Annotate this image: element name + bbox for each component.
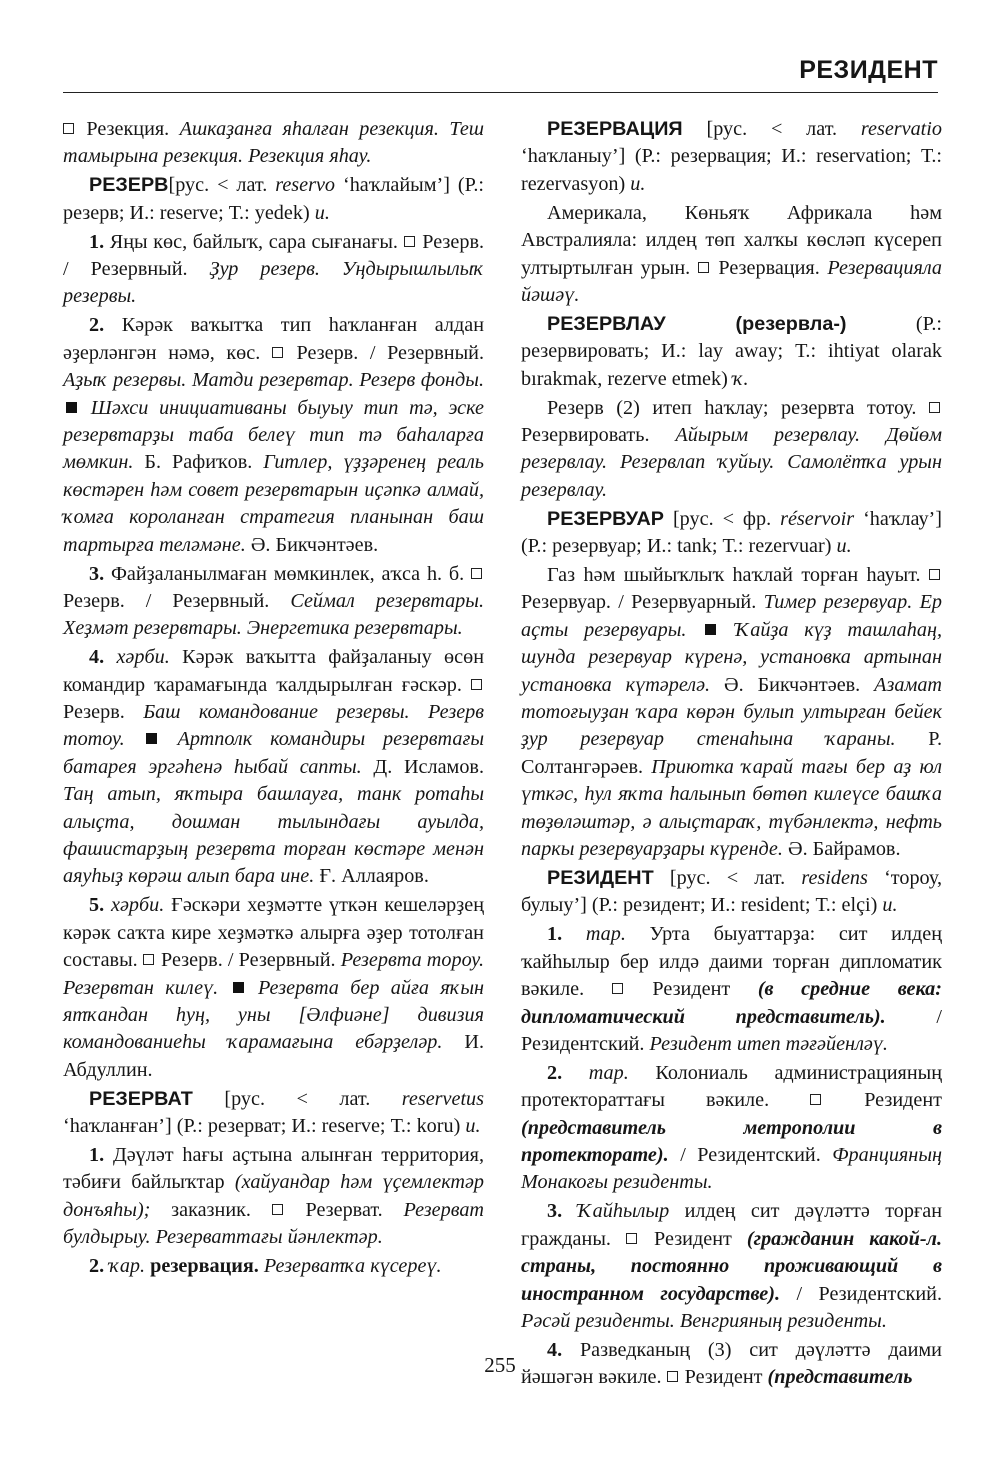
russian-equivalent-box-icon — [272, 1204, 283, 1215]
citation-marker-icon — [146, 733, 157, 744]
citation-marker-icon — [705, 624, 716, 635]
rezident-sense-4: 4. Разведканың (3) сит дәүләттә даими йәшәгән вәкиле. Резидент (представитель — [521, 1338, 942, 1389]
sense-2: 2. Кәрәк ваҡытҡа тип һаҡланған алдан әҙерләнгән нәмә, көс. Резерв. / Резервный. Аҙыҡ резервы. Матди резервтар. Резерв фонды. Шәхси инициативаны быуыу тип тә, эске резервтарҙы таба белеү тип тә баһаларға мөмкин. Б. Рафиҡов. Гитлер, үҙҙәренең реаль көстәрен һәм совет резервтарын иҫәпкә алмай, ҡомға короланған стратегия планынан баш тартырға теләмәне. Ә. Бикчәнтәев. — [63, 314, 485, 556]
rezervat-sense-2: 2. ҡар. резервация. Резерватҡа күсереү. — [89, 1255, 442, 1278]
rezervuar-definition: Газ һәм шыйыҡлыҡ һаҡлай торған һауыт. Резервуар. / Резервуарный. Тимер резервуар. Ер аҫты резервуары. Ҡайҙа күҙ ташлаһаң, шунда резервуар күренә, установка артынан установка күтәрелә. Ә. Бикчәнтәев. Азамат тотоғыуҙан ҡара көрән булып ултырған бейек ҙур резервуар стенаһына ҡараны. Р. Солтангәрәев. Приютка ҡарай тағы бер аҙ юл үткәс, һул яҡта һалынып бөтөп килеүсе башҡа төҙөләштәр, ә алыҫтараҡ, түбәнлектә, нефть паркы резервуарҙары күренде. Ә. Байрамов. — [521, 564, 943, 861]
russian-equivalent-box-icon — [810, 1094, 821, 1105]
sense-1: 1. Яңы көс, байлыҡ, сара сығанағы. Резерв. / Резервный. Ҙур резерв. Уңдырышлылыҡ резервы. — [63, 230, 485, 308]
russian-equivalent-box-icon — [626, 1233, 637, 1244]
russian-equivalent-box-icon — [612, 983, 623, 994]
rezident-sense-1: 1. тар. Урта быуаттарҙа: сит илдең ҡайһылыр бер илдә даими торған дипломатик вәкиле. Резидент (в средние века: дипломатический представитель). / Резидентский. Резидент итеп тәғәйенләү. — [521, 923, 943, 1055]
entry-rezervlau: РЕЗЕРВЛАУ (резервла-) (Р.: резервировать; И.: lay away; Т.: ihtiyat olarak bırakmak, rezerve etmek) ҡ. — [521, 312, 942, 390]
headword: РЕЗИДЕНТ — [547, 866, 654, 889]
russian-equivalent-box-icon — [929, 402, 940, 413]
russian-equivalent-box-icon — [471, 679, 482, 690]
citation-marker-icon — [233, 982, 244, 993]
rezident-sense-3: 3. Ҡайһылыр илдең сит дәүләттә торған гражданы. Резидент (гражданин какой-л. страны, постоянно проживающий в иностранном государстве). / Резидентский. Рәсәй резиденты. Венгрияның резиденты. — [521, 1200, 943, 1332]
left-column — [63, 116, 484, 1282]
russian-equivalent-box-icon — [929, 569, 940, 580]
russian-equivalent-box-icon — [143, 954, 154, 965]
running-head: РЕЗИДЕНТ — [799, 56, 938, 84]
sense-4: 4. хәрби. Кәрәк ваҡытта файҙаланыу өсөн командир ҡарамағында ҡалдырылған ғәскәр. Резерв. Баш командование резервы. Резерв тотоу. Артполк командиры резервтағы батарея эргәһенә һыбай сапты. Д. Исламов. Таң атып, яҡтыра башлауға, танк ротаһы алыҫта, дошман тылындағы ауылда, фашистарҙың резервта торған көстәре менән аяуһыҙ көрәш алып бара ине. Ғ. Аллаяров. — [63, 646, 485, 888]
russian-equivalent-box-icon — [63, 123, 74, 134]
russian-equivalent-box-icon — [698, 262, 709, 273]
right-column — [521, 116, 942, 1393]
entry-continuation: Резекция. Ашкаҙанға яһалған резекция. Теш тамырына резекция. Резекция яһау. — [63, 118, 485, 168]
rezident-sense-2: 2. тар. Колониаль администрацияның протектораттағы вәкиле. Резидент (представитель метрополии в протекторате). / Резидентский. Францияның Монакоғы резиденты. — [521, 1061, 943, 1194]
page-number: 255 — [484, 1353, 516, 1377]
rezervlau-definition: Резерв (2) итеп һаҡлау; резервта тотоу. Резервировать. Айырым резервлау. Дөйөм резервлау. Резервлап ҡуйыу. Самолётҡа урын резервлау. — [521, 396, 942, 501]
header-rule — [63, 92, 938, 93]
rezervat-sense-1: 1. Дәүләт һағы аҫтына алынған территория, тәбиғи байлыҡтар (хайуандар һәм үҫемлектәр донъяһы); заказник. Резерват. Резерват булдырыу. Резерваттағы йәнлектәр. — [63, 1144, 485, 1249]
sense-5: 5. хәрби. Ғәскәри хеҙмәтте үткән кешеләрҙең кәрәк саҡта кире хеҙмәткә алырға әҙер тотолған составы. Резерв. / Резервный. Резервта тороу. Резервтан килеү. Резервта бер айға яҡын ятҡандан һуң, уны [Әлфиәне] дивизия командованиеһы ҡарамағына ебәрҙеләр. И. Абдуллин. — [63, 894, 485, 1081]
entry-rezident: РЕЗИДЕНТ [рус. < лат. residens ‘тороу, булыу’] (Р.: резидент; И.: resident; Т.: elçi) и. — [521, 866, 942, 917]
russian-equivalent-box-icon — [404, 236, 415, 247]
headword: РЕЗЕРВ — [89, 174, 169, 197]
headword: РЕЗЕРВУАР — [547, 507, 664, 530]
headword: РЕЗЕРВАТ — [89, 1087, 193, 1110]
entry-rezervatsiya: РЕЗЕРВАЦИЯ [рус. < лат. reservatio ‘һаҡланыу’] (Р.: резервация; И.: reservation; Т.: rezervasyon) и. — [521, 118, 942, 195]
headword: РЕЗЕРВАЦИЯ — [547, 118, 683, 140]
headword: РЕЗЕРВЛАУ (резервла-) — [547, 312, 847, 335]
citation-marker-icon — [66, 402, 77, 413]
entry-rezervuar: РЕЗЕРВУАР [рус. < фр. réservoir ‘һаҡлау’] (Р.: резервуар; И.: tank; Т.: rezervuar) и. — [521, 507, 942, 558]
entry-rezerv: РЕЗЕРВ[рус. < лат. reservo ‘һаҡлайым’] (Р.: резерв; И.: reserve; Т.: yedek) и. — [63, 174, 484, 224]
entry-rezervat: РЕЗЕРВАТ [рус. < лат. reservetus ‘һаҡланған’] (Р.: резерват; И.: reserve; Т.: koru) и. — [63, 1087, 484, 1138]
russian-equivalent-box-icon — [471, 568, 482, 579]
rezervatsiya-definition: Америкала, Көньяҡ Африкала һәм Австралияла: илдең төп халҡы көсләп күсереп ултыртылған урын. Резервация. Резервацияла йәшәү. — [521, 201, 943, 306]
russian-equivalent-box-icon — [272, 347, 283, 358]
sense-3: 3. Файҙаланылмаған мөмкинлек, аҡса һ. б. Резерв. / Резервный. Сеймал резервтары. Хеҙмәт резервтары. Энергетика резервтары. — [63, 562, 484, 640]
